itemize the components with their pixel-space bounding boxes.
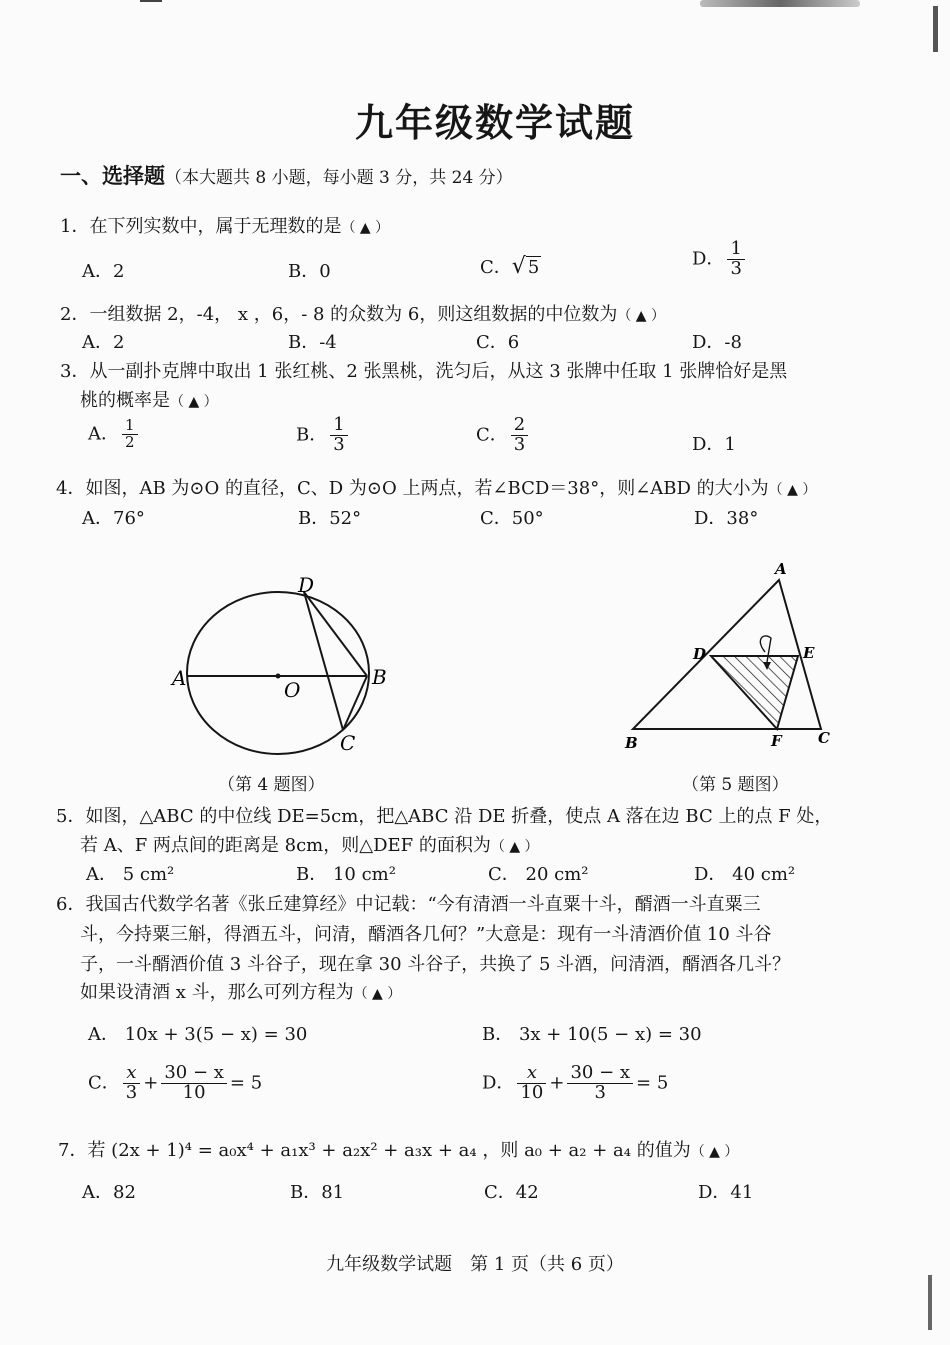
point-label-b: B xyxy=(625,734,638,752)
fraction-numerator: 2 xyxy=(511,416,528,436)
q3-option-c-label: C． xyxy=(476,424,508,446)
q4-stem: 4．如图，AB 为⊙O 的直径，C、D 为⊙O 上两点，若∠BCD＝38°，则∠ABD 的大小为 xyxy=(56,478,769,499)
point-label-d: D xyxy=(693,645,707,663)
q3-stem: 桃的概率是 xyxy=(80,390,170,411)
sqrt-sign: √ xyxy=(511,254,526,279)
q3-option-b xyxy=(296,416,351,455)
q3-option-b-fraction xyxy=(330,416,347,455)
q4-option-c: C．50° xyxy=(480,508,544,529)
folded-triangle-def xyxy=(711,656,798,729)
q6-stem: 如果设清酒 x 斗，那么可列方程为 xyxy=(80,982,354,1003)
q6-answer-blank: （ ▲ ） xyxy=(353,986,402,1002)
q6-option-b: B． 3x + 10(5 − x) = 30 xyxy=(482,1024,702,1045)
q3-stem-line2 xyxy=(80,386,218,412)
point-label-d: D xyxy=(298,573,315,597)
q1-option-b: B．0 xyxy=(288,261,331,282)
q1-stem: 1．在下列实数中，属于无理数的是 xyxy=(60,216,342,237)
q3-option-b-label: B． xyxy=(296,424,328,446)
fraction-numerator: 1 xyxy=(727,240,744,260)
scan-mark-top xyxy=(140,0,162,2)
fraction-denominator: 3 xyxy=(730,257,742,279)
fraction-denominator: 2 xyxy=(125,432,135,451)
q5-option-d: D． 40 cm² xyxy=(694,864,796,885)
section-note: （本大题共 8 小题，每小题 3 分，共 24 分） xyxy=(165,168,513,188)
q3-option-a xyxy=(88,418,141,451)
equation-rhs: = 5 xyxy=(229,1072,263,1094)
fraction-denominator: 3 xyxy=(125,1081,138,1103)
fraction-denominator: 3 xyxy=(594,1081,606,1103)
fraction-numerator: 1 xyxy=(122,418,138,435)
point-label-f: F xyxy=(771,732,782,750)
page-title: 九年级数学试题 xyxy=(354,100,635,145)
fraction-numerator: 30 − x xyxy=(161,1064,227,1084)
q5-option-c: C． 20 cm² xyxy=(488,864,589,885)
q6-option-c-label: C． xyxy=(88,1072,120,1094)
q2-option-d: D．-8 xyxy=(692,332,742,353)
q6-option-d-label: D． xyxy=(482,1072,515,1094)
q4-stem-line xyxy=(56,474,816,500)
section-heading xyxy=(60,160,513,190)
q7-option-b: B．81 xyxy=(290,1182,345,1203)
figure-5-triangle-diagram xyxy=(615,560,840,760)
fraction-denominator: 10 xyxy=(182,1081,206,1103)
q2-answer-blank: （ ▲ ） xyxy=(617,308,666,324)
q7-option-d: D．41 xyxy=(698,1182,754,1203)
q2-option-b: B．-4 xyxy=(288,332,337,353)
q6-option-c-fraction-2 xyxy=(161,1064,227,1103)
plus-sign: + xyxy=(143,1072,159,1094)
q6-stem-line4 xyxy=(80,978,401,1004)
q5-option-a: A． 5 cm² xyxy=(86,864,175,885)
q4-option-b: B．52° xyxy=(298,508,362,529)
q7-stem: 7．若 (2x + 1)⁴ = a₀x⁴ + a₁x³ + a₂x² + a₃x + a₄ ，则 a₀ + a₂ + a₄ 的值为 xyxy=(58,1140,691,1161)
circle-o xyxy=(187,592,369,754)
center-point-o xyxy=(276,674,281,679)
scan-mark-bottom-right xyxy=(928,1275,932,1330)
fraction-numerator: x xyxy=(517,1064,546,1084)
point-label-c: C xyxy=(340,731,356,755)
q7-stem-line xyxy=(58,1136,738,1162)
q6-stem-line1: 6．我国古代数学名著《张丘建算经》中记载：“今有清酒一斗直粟十斗，醑酒一斗直粟三 xyxy=(56,894,761,915)
q7-answer-blank: （ ▲ ） xyxy=(690,1144,739,1160)
q1-option-a: A．2 xyxy=(82,261,125,282)
point-label-a: A xyxy=(172,666,187,690)
q4-option-a: A．76° xyxy=(82,508,145,529)
q2-stem-line xyxy=(60,300,665,326)
q1-option-d-label: D． xyxy=(692,248,725,270)
page-footer: 九年级数学试题 第 1 页（共 6 页） xyxy=(326,1254,624,1275)
point-label-b: B xyxy=(372,665,387,689)
q3-stem-line1: 3．从一副扑克牌中取出 1 张红桃、2 张黑桃，洗匀后，从这 3 张牌中任取 1 张牌恰好是黑 xyxy=(60,361,788,382)
q6-option-d-fraction-1 xyxy=(517,1064,546,1103)
q2-option-c: C．6 xyxy=(476,332,520,353)
chord-dc xyxy=(304,592,343,730)
q5-stem-line1: 5．如图，△ABC 的中位线 DE=5cm，把△ABC 沿 DE 折叠，使点 A 落在边 BC 上的点 F 处， xyxy=(56,806,833,827)
fraction-numerator: x xyxy=(123,1064,140,1084)
q7-option-c: C．42 xyxy=(484,1182,539,1203)
triangle-abc xyxy=(633,580,821,729)
q1-option-d-fraction xyxy=(727,240,744,279)
figure-4-caption: （第 4 题图） xyxy=(218,775,325,795)
fraction-numerator: 1 xyxy=(330,416,347,436)
q3-option-c xyxy=(476,416,531,455)
q6-option-d-fraction-2 xyxy=(567,1064,633,1103)
q6-option-c-fraction-1 xyxy=(123,1064,140,1103)
q1-answer-blank: （ ▲ ） xyxy=(341,220,390,236)
q6-stem-line3: 子，一斗醑酒价值 3 斗谷子，现在拿 30 斗谷子，共换了 5 斗酒，问清酒，醑酒各几斗？ xyxy=(80,954,791,975)
point-label-e: E xyxy=(803,644,815,662)
q3-option-a-label: A． xyxy=(88,423,119,445)
figure-4-circle-diagram xyxy=(160,570,400,770)
figure-5-caption: （第 5 题图） xyxy=(682,775,789,795)
q1-option-d xyxy=(692,240,748,279)
point-label-a: A xyxy=(775,560,787,578)
q1-stem-line xyxy=(60,212,389,238)
q5-stem-line2 xyxy=(80,831,539,857)
q6-option-c xyxy=(88,1064,262,1103)
q5-answer-blank: （ ▲ ） xyxy=(490,839,539,855)
point-label-o: O xyxy=(284,678,301,702)
sqrt-radicand: 5 xyxy=(527,257,540,278)
equation-rhs: = 5 xyxy=(636,1072,669,1094)
point-label-c: C xyxy=(818,729,830,747)
q2-option-a: A．2 xyxy=(82,332,125,353)
q3-answer-blank: （ ▲ ） xyxy=(170,394,218,410)
q7-option-a: A．82 xyxy=(82,1182,136,1203)
fraction-denominator: 10 xyxy=(520,1081,544,1103)
section-title: 一、选择题 xyxy=(60,164,165,188)
scan-mark-right xyxy=(933,6,938,52)
plus-sign: + xyxy=(549,1072,565,1094)
q3-option-d: D．1 xyxy=(692,434,736,455)
fraction-denominator: 3 xyxy=(333,433,345,455)
q5-option-b: B． 10 cm² xyxy=(296,864,396,885)
q6-option-d xyxy=(482,1064,668,1103)
q1-option-c xyxy=(480,253,541,279)
q2-stem: 2．一组数据 2，-4， x ，6，- 8 的众数为 6，则这组数据的中位数为 xyxy=(60,304,618,325)
q5-stem: 若 A、F 两点间的距离是 8cm，则△DEF 的面积为 xyxy=(80,835,491,856)
q6-stem-line2: 斗，今持粟三斛，得酒五斗，问清，醑酒各几何？”大意是：现有一斗清酒价值 10 斗谷 xyxy=(80,924,772,945)
q3-option-a-fraction xyxy=(122,418,138,451)
q1-option-c-label: C． xyxy=(480,257,512,278)
scan-smudge-top-right xyxy=(700,0,860,7)
q6-option-a: A． 10x + 3(5 − x) = 30 xyxy=(88,1024,308,1045)
q4-answer-blank: （ ▲ ） xyxy=(768,482,817,498)
fraction-numerator: 30 − x xyxy=(567,1064,633,1084)
fraction-denominator: 3 xyxy=(513,433,526,455)
q3-option-c-fraction xyxy=(511,416,528,455)
q4-option-d: D．38° xyxy=(694,508,759,529)
